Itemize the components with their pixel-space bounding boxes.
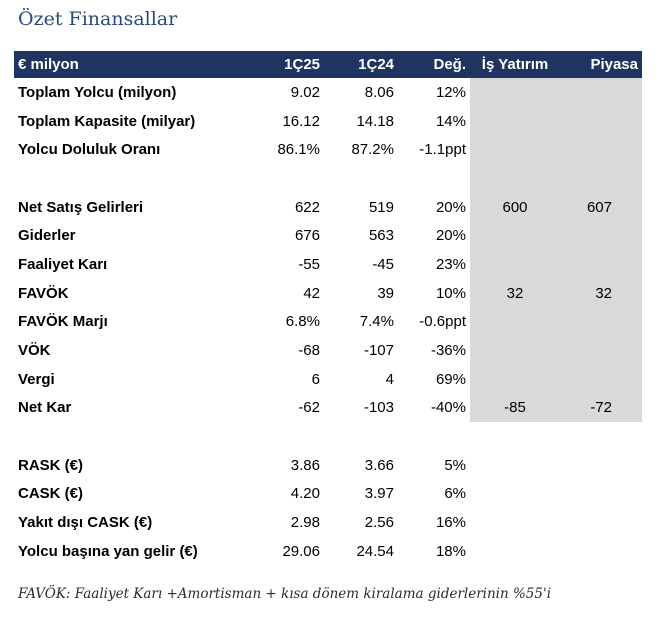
empty-cell [560,508,642,537]
value-piyasa [560,135,642,164]
empty-cell [14,422,242,451]
value-1q24: 563 [368,227,394,245]
page-title: Özet Finansallar [18,8,178,30]
row-label: Net Kar [18,399,72,417]
value-is-yatirim [470,308,560,337]
table-header-row [14,51,642,78]
row-label: CASK (€) [18,485,84,503]
value-change: 20% [435,227,466,245]
row-label: Yolcu Doluluk Oranı [18,141,161,159]
row-label: FAVÖK Marjı [18,313,108,331]
value-1q25: 6.8% [285,313,320,331]
value-is-yatirim [470,78,560,107]
value-1q25: 676 [294,227,320,245]
value-piyasa [560,250,642,279]
summary-financials-table [14,51,642,566]
row-label: RASK (€) [18,456,84,474]
header-1q25: 1Ç25 [242,51,324,78]
header-unit: € milyon [14,51,242,78]
empty-cell [470,451,560,480]
row-label: FAVÖK [18,284,69,302]
table-row [14,250,642,279]
empty-cell [560,422,642,451]
value-piyasa: 32 [560,279,642,308]
value-is-yatirim [470,365,560,394]
empty-cell [470,422,560,451]
row-label: Giderler [18,227,76,245]
row-label: Vergi [18,370,55,388]
value-1q24: 2.56 [364,514,394,532]
value-1q25: 16.12 [282,112,320,130]
table-row [14,279,642,308]
footnote: FAVÖK: Faaliyet Karı +Amortisman + kısa dönem kiralama giderlerinin %55'i [18,586,552,602]
value-piyasa [560,107,642,136]
value-1q24: 39 [377,284,394,302]
value-1q25: -68 [298,342,320,360]
value-1q24 [324,164,398,193]
value-piyasa: 607 [560,193,642,222]
spacer-row [14,422,642,451]
header-is-yatirim: İş Yatırım [470,51,560,78]
row-label: Yolcu başına yan gelir (€) [18,542,198,560]
table-row [14,537,642,566]
table-row [14,480,642,509]
value-change: 18% [435,542,466,560]
value-1q24: 87.2% [351,141,394,159]
value-1q24: 3.66 [364,456,394,474]
table-row [14,508,642,537]
value-piyasa [560,365,642,394]
value-change: 69% [435,370,466,388]
row-label: Toplam Kapasite (milyar) [18,112,196,130]
header-piyasa: Piyasa [560,51,642,78]
value-piyasa [560,78,642,107]
row-label: Faaliyet Karı [18,255,108,273]
value-is-yatirim: 32 [470,279,560,308]
value-1q24: 14.18 [356,112,394,130]
table-row [14,193,642,222]
empty-cell [324,422,398,451]
value-1q25: -55 [298,255,320,273]
value-change: 5% [444,456,466,474]
value-1q25: 622 [294,198,320,216]
table-row [14,135,642,164]
value-piyasa: -72 [560,394,642,423]
header-1q24: 1Ç24 [324,51,398,78]
value-change [398,164,470,193]
table-row [14,221,642,250]
value-is-yatirim [470,221,560,250]
value-1q25: -62 [298,399,320,417]
value-1q24: 24.54 [356,542,394,560]
value-1q25: 42 [303,284,320,302]
value-1q25: 4.20 [290,485,320,503]
value-change: 12% [435,83,466,101]
empty-cell [470,508,560,537]
value-change: 20% [435,198,466,216]
value-piyasa [560,336,642,365]
header-change: Değ. [398,51,470,78]
value-change: -36% [430,342,466,360]
value-1q25: 2.98 [290,514,320,532]
value-is-yatirim [470,250,560,279]
value-1q24: 3.97 [364,485,394,503]
value-change: -0.6ppt [419,313,466,331]
value-is-yatirim: 600 [470,193,560,222]
row-label: Toplam Yolcu (milyon) [18,83,177,101]
value-1q25: 3.86 [290,456,320,474]
table-row [14,308,642,337]
value-1q24: 4 [385,370,394,388]
empty-cell [398,422,470,451]
value-1q24: 519 [368,198,394,216]
value-is-yatirim: -85 [470,394,560,423]
value-change: -40% [430,399,466,417]
value-1q24: -45 [372,255,394,273]
value-change: -1.1ppt [419,141,466,159]
empty-cell [470,537,560,566]
value-change: 16% [435,514,466,532]
value-1q25: 86.1% [277,141,320,159]
empty-cell [560,480,642,509]
value-1q25: 29.06 [282,542,320,560]
table-row [14,365,642,394]
value-piyasa [560,164,642,193]
empty-cell [242,422,324,451]
value-1q25 [242,164,324,193]
value-piyasa [560,308,642,337]
value-change: 6% [444,485,466,503]
table-row [14,78,642,107]
value-is-yatirim [470,107,560,136]
value-1q24: 7.4% [359,313,394,331]
table-row [14,107,642,136]
value-1q25: 9.02 [290,83,320,101]
table-row [14,336,642,365]
value-1q24: -107 [363,342,394,360]
value-1q25: 6 [311,370,320,388]
empty-cell [560,451,642,480]
table-row [14,451,642,480]
value-1q24: 8.06 [364,83,394,101]
row-label: Yakıt dışı CASK (€) [18,514,153,532]
value-1q24: -103 [363,399,394,417]
row-label: VÖK [18,342,51,360]
value-is-yatirim [470,164,560,193]
value-piyasa [560,221,642,250]
value-is-yatirim [470,336,560,365]
value-change: 23% [435,255,466,273]
value-change: 10% [435,284,466,302]
value-change: 14% [435,112,466,130]
spacer-row [14,164,642,193]
value-is-yatirim [470,135,560,164]
row-label [14,164,242,193]
row-label: Net Satış Gelirleri [18,198,144,216]
table-row [14,394,642,423]
empty-cell [560,537,642,566]
empty-cell [470,480,560,509]
